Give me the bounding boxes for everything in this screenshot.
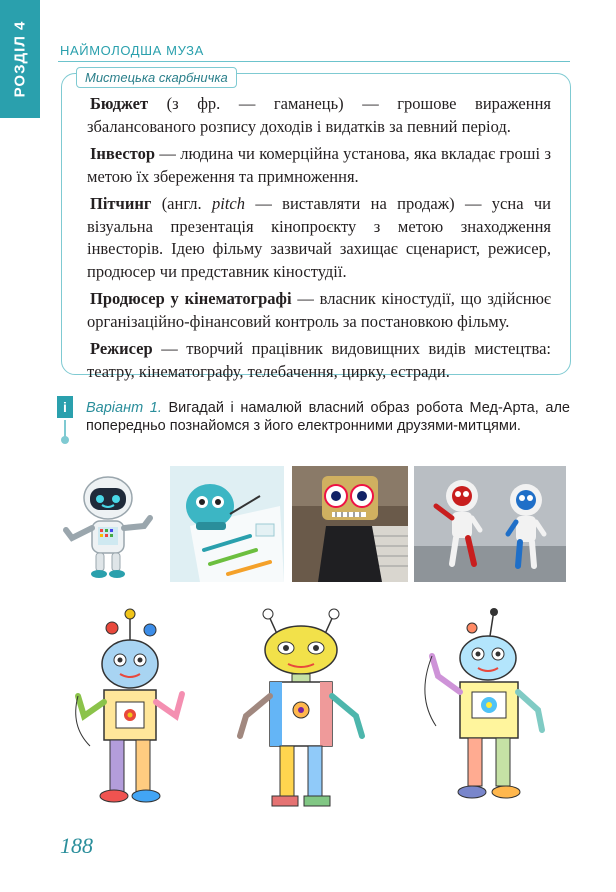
task-text: [86, 399, 570, 435]
glossary-entry: [87, 93, 551, 138]
glossary-entry: [87, 338, 551, 383]
glossary-term: Інвестор: [90, 144, 156, 163]
glossary-text: [87, 93, 551, 388]
glossary-definition: — людина чи комерційна установа, яка вкладає гроші з метою їх збереження та примноження.: [87, 144, 551, 186]
glossary-definition: pitch: [211, 194, 245, 213]
task-marker-dot: [61, 436, 69, 444]
glossary-definition: — власник кіностудії, що здійснює організаційно-фінансовий контроль за постановкою фільму.: [87, 289, 552, 331]
robot-drawing-3: [410, 606, 560, 814]
toy-drawing-robot-photo: [170, 466, 284, 582]
robot-face-photo: [292, 466, 408, 582]
two-robots-photo: [414, 466, 566, 582]
glossary-definition: — творчий працівник видовищних видів мистецтва: театру, кінематографу, телебачення, цирку, естради.: [87, 339, 551, 381]
page-number: 188: [60, 833, 93, 858]
running-header: НАЙМОЛОДША МУЗА: [60, 43, 204, 58]
section-tab: РОЗДІЛ 4: [0, 0, 40, 118]
robot-drawing-2: [226, 606, 376, 814]
task-instruction: Вигадай і намалюй власний образ робота Мед-Арта, але попередньо познайомся з його електронними друзями-митцями.: [86, 400, 570, 434]
glossary-entry: [87, 288, 551, 333]
glossary-title: Мистецька скарбничка: [76, 67, 237, 88]
glossary-entry: [87, 143, 551, 188]
glossary-term: Продюсер у кінематографі: [90, 289, 292, 308]
info-icon: i: [57, 396, 73, 418]
glossary-term: Пітчинг: [90, 194, 152, 213]
header-rule: [58, 61, 570, 62]
glossary-term: Режисер: [90, 339, 153, 358]
robot-drawing-1: [60, 606, 200, 814]
glossary-definition: (з фр. — гаманець) — грошове вираження збалансованого розпису доходів і видатків за певний період.: [87, 94, 551, 136]
cartoon-robot-image: [52, 466, 164, 582]
variant-label: Варіант 1.: [86, 400, 162, 416]
glossary-term: Бюджет: [90, 94, 149, 113]
glossary-entry: [87, 193, 551, 283]
glossary-definition: — виставляти на продаж) — усна чи візуальна презентація кінопроєкту з метою знаходження інвесторів. Ідею фільму зазвичай захищає сценарист, режисер, продюсер чи представник кіностудії.: [87, 194, 551, 281]
glossary-definition: (англ.: [151, 194, 212, 213]
